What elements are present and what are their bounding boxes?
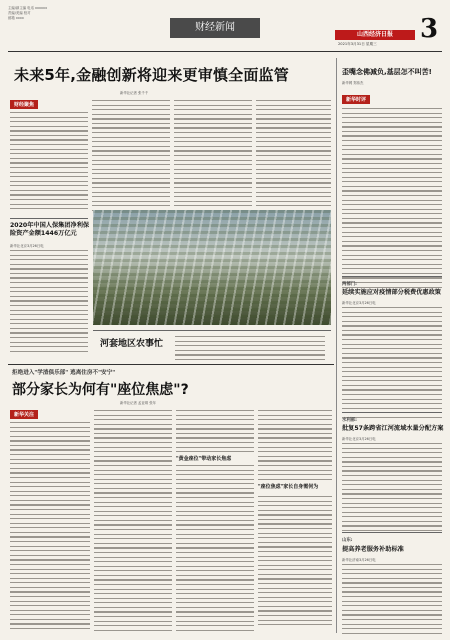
second-subhead-2: "座位焦虑"家长自身需何为 bbox=[258, 484, 332, 490]
right-mid-title: 延续实施应对疫情部分税费优惠政策 bbox=[342, 289, 441, 296]
right-low-region: 水利部: bbox=[342, 418, 357, 423]
second-story-kicker: 拒绝进入"学渣俱乐部" 逃离住房不"安宁" bbox=[12, 370, 116, 376]
right-mid-body bbox=[342, 307, 442, 421]
masthead-line: 邮箱 xxxx bbox=[8, 16, 24, 20]
right-low-body bbox=[342, 443, 442, 535]
second-body-col1 bbox=[10, 422, 90, 633]
right-divider-2 bbox=[342, 412, 442, 413]
section-label-commentary: 新华时评 bbox=[342, 95, 370, 104]
photo-caption-body bbox=[175, 336, 325, 363]
story-divider bbox=[10, 218, 88, 219]
right-bottom-body bbox=[342, 564, 442, 637]
second-body-col2 bbox=[94, 410, 172, 634]
masthead-line: 主编/副主编 电话 xxxxxx bbox=[8, 6, 48, 10]
right-divider-1 bbox=[342, 276, 442, 277]
photo-rule bbox=[93, 330, 331, 331]
column-divider bbox=[336, 58, 337, 633]
right-mid-byline: 新华社北京3月26日电 bbox=[342, 301, 376, 305]
masthead-info bbox=[8, 6, 47, 21]
photo-feature-title: 河套地区农事忙 bbox=[100, 339, 164, 349]
lead-body-col2 bbox=[92, 100, 170, 214]
lead-headline: 未来5年,金融创新将迎来更审慎全面监管 bbox=[14, 66, 289, 84]
lead-body-col1 bbox=[10, 112, 88, 213]
left-story2-title: 2020年中国人保集团净利保险资产金额1446万亿元 bbox=[10, 222, 90, 237]
second-story-headline: 部分家长为何有"座位焦虑"? bbox=[12, 382, 189, 398]
second-body-col4 bbox=[258, 410, 332, 483]
masthead-line: 责编/美编 校对 bbox=[8, 11, 31, 15]
left-story2-byline: 新华社北京3月26日电 bbox=[10, 244, 44, 248]
lead-body-col4 bbox=[256, 100, 331, 214]
page-number: 3 bbox=[420, 14, 439, 44]
left-story2-body bbox=[10, 250, 88, 355]
right-bottom-byline: 新华社济南3月26日电 bbox=[342, 558, 376, 562]
second-body-col4b bbox=[258, 496, 332, 629]
paper-name: 山西经济日报 bbox=[335, 30, 415, 40]
right-bottom-title: 提高养老服务补助标准 bbox=[342, 546, 404, 553]
masthead-rule bbox=[8, 51, 442, 52]
lead-body-col3 bbox=[174, 100, 252, 214]
section-banner: 财经新闻 bbox=[170, 18, 260, 38]
lead-byline: 新华社记者 张千千 bbox=[120, 91, 149, 95]
right-top-byline: 新华网 郑伟杰 bbox=[342, 81, 364, 85]
right-top-title: 歪嘴念佛减负,基层怎不叫苦! bbox=[342, 68, 432, 76]
second-subhead-1: "黄金座位"带动家长焦虑 bbox=[176, 456, 254, 462]
right-top-body bbox=[342, 108, 442, 291]
right-mid-region: 两部门: bbox=[342, 282, 357, 287]
right-divider-3 bbox=[342, 532, 442, 533]
second-body-col3 bbox=[176, 410, 254, 634]
second-story-rule bbox=[8, 364, 334, 365]
right-bottom-region: 山东: bbox=[342, 538, 353, 543]
right-low-byline: 新华社北京3月26日电 bbox=[342, 437, 376, 441]
section-label-finance: 财经聚焦 bbox=[10, 100, 38, 109]
farm-photo bbox=[93, 210, 331, 325]
section-label-focus: 新华关注 bbox=[10, 410, 38, 419]
second-story-byline: 新华社记者 孟亚琪 张年 bbox=[120, 401, 157, 405]
issue-date: 2021年3月31日 星期三 bbox=[338, 42, 377, 46]
right-low-title: 批复57条跨省江河流域水量分配方案 bbox=[342, 425, 444, 432]
